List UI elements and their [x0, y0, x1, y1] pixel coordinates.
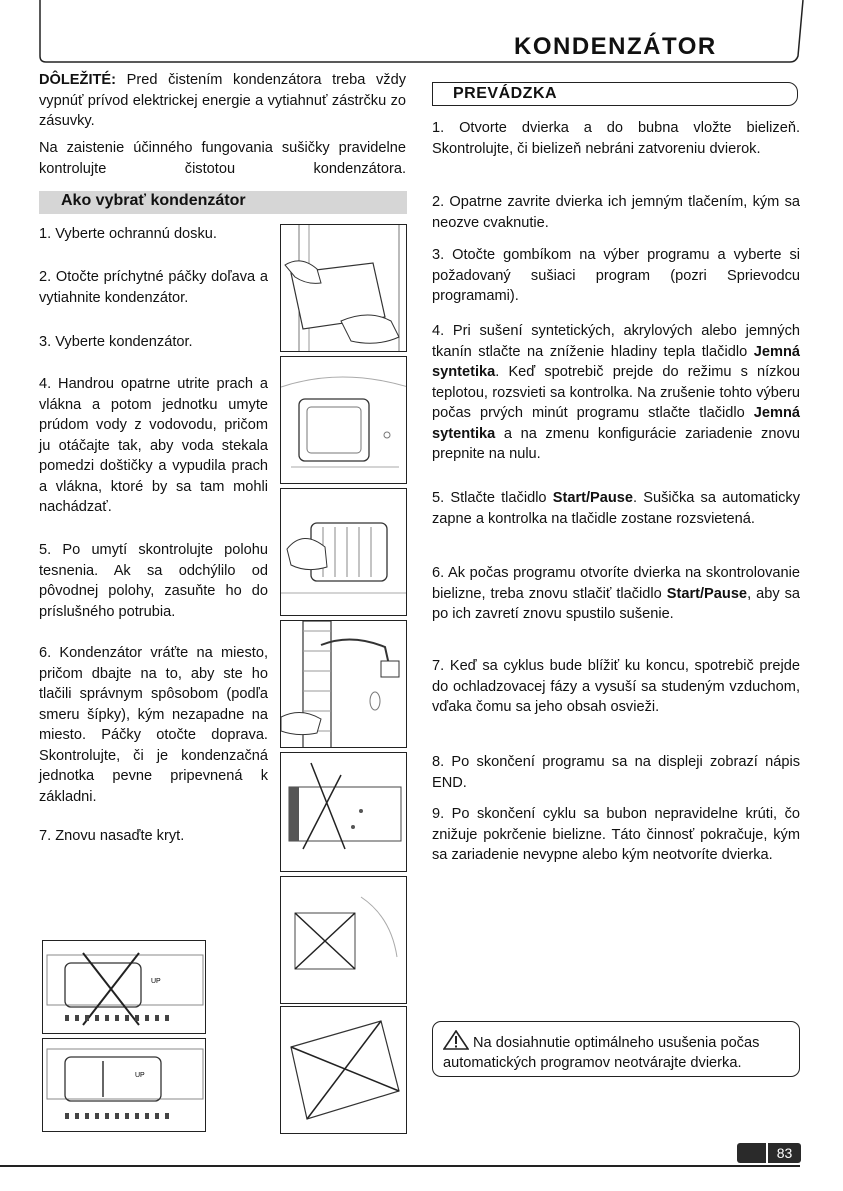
page-number: 83: [768, 1143, 801, 1163]
up-label-2: UP: [135, 1072, 145, 1079]
delicate-synthetics-label: Jemná syntetika: [432, 343, 800, 380]
start-pause-label: Start/Pause: [552, 490, 634, 506]
figure-washing-condenser: [280, 620, 407, 748]
start-pause-label-2: Start/Pause: [666, 585, 748, 602]
footer-line: [0, 1165, 800, 1167]
operation-step-3: 3. Otočte gombíkom na výber programu a vyberte si požadovaný sušiaci program (pozri Sprievodcu programami).: [432, 247, 800, 304]
note-box: [432, 1021, 800, 1077]
operation-step-1: 1. Otvorte dvierka a do bubna vložte bielizeň. Skontrolujte, či bielizeň nebráni zatvoreniu dvierok.: [432, 120, 800, 157]
figure-lever-wrong: [42, 940, 206, 1034]
operation-step-5: 5. Stlačte tlačidlo Start/Pause. Sušička sa automaticky zapne a kontrolka na tlačidle zostane rozsvietená.: [432, 490, 800, 527]
remove-step-2: 2. Otočte príchytné páčky doľava a vytiahnite kondenzátor.: [39, 269, 268, 306]
page-tab: [737, 1143, 766, 1163]
delicate-synthetics-label-2: Jemná sytentika: [432, 405, 800, 442]
important-notice: [39, 70, 406, 132]
remove-step-6: 6. Kondenzátor vráťte na miesto, pričom dbajte na to, aby ste ho tlačili správnym spôsobom (podľa smeru šípky), kým nezapadne na miesto. Páčky otočte doprava. Skontrolujte, či je kondenzačná jednotka pevne pripevnená k základni.: [39, 645, 268, 805]
figure-removing-panel: [280, 224, 407, 352]
operation-step-8: 8. Po skončení programu sa na displeji zobrazí nápis END.: [432, 754, 800, 791]
remove-step-1: 1. Vyberte ochrannú dosku.: [39, 226, 217, 242]
figure-cover: [280, 1006, 407, 1134]
operation-heading: PREVÁDZKA: [432, 82, 798, 106]
operation-step-7: 7. Keď sa cyklus bude blížiť ku koncu, spotrebič prejde do ochladzovacej fázy a vysuší sa studeným vzduchom, vďaka čomu sa jeho obsah osvieži.: [432, 658, 800, 715]
maintenance-tip: Na zaistenie účinného fungovania sušičky pravidelne kontrolujte čistotou kondenzátora.: [39, 140, 406, 177]
figure-levers: [280, 356, 407, 484]
remove-condenser-heading: Ako vybrať kondenzátor: [39, 191, 407, 214]
up-label-1: UP: [151, 978, 161, 985]
operation-step-6: 6. Ak počas programu otvoríte dvierka na skontrolovanie bielizne, treba znovu stlačiť tlačidlo Start/Pause, aby sa po ich zavretí znovu spustilo sušenie.: [432, 565, 800, 622]
figure-refit-condenser: [280, 876, 407, 1004]
remove-step-5: 5. Po umytí skontrolujte polohu tesnenia. Ak sa odchýlilo od pôvodnej polohy, zasuňte ho do príslušného potrubia.: [39, 542, 268, 620]
operation-step-2: 2. Opatrne zavrite dvierka ich jemným tlačením, kým sa neozve cvaknutie.: [432, 194, 800, 231]
important-label: DÔLEŽITÉ:: [39, 72, 117, 88]
warning-icon: [443, 1030, 469, 1050]
important-text: Pred čistením kondenzátora treba vždy vypnúť prívod elektrickej energie a vytiahnuť zástrčku zo zásuvky.: [39, 72, 406, 129]
figure-seal: [280, 752, 407, 872]
operation-step-4: 4. Pri sušení syntetických, akrylových alebo jemných tkanín stlačte na zníženie hladiny tepla tlačidlo Jemná syntetika. Keď spotrebič prejde do režimu s nízkou teplotou, rozsvieti sa kontrolka. Na zrušenie tohto výberu počas prvých minút programu stlačte tlačidlo Jemná sytentika a na zmenu konfigurácie zariadenie znovu prepnite na nulu.: [432, 323, 800, 462]
remove-step-3: 3. Vyberte kondenzátor.: [39, 334, 193, 350]
page-title: KONDENZÁTOR: [514, 33, 717, 60]
figure-pulling-condenser: [280, 488, 407, 616]
remove-step-4: 4. Handrou opatrne utrite prach a vlákna a potom jednotku umyte prúdom vody z vodovodu, pričom ju otáčajte tak, aby voda stekala pomedzi doštičky a vypudila prach a vlákna, ktoré by sa tam mohli nachádzať.: [39, 376, 268, 515]
figure-lever-correct: [42, 1038, 206, 1132]
remove-step-7: 7. Znovu nasaďte kryt.: [39, 828, 185, 844]
operation-step-9: 9. Po skončení cyklu sa bubon nepravidelne krúti, čo znižuje pokrčenie bielizne. Táto činnosť pokračuje, kým sa zariadenie nevypne alebo kým neotvoríte dvierka.: [432, 806, 800, 863]
note-text: Na dosiahnutie optimálneho usušenia počas automatických programov neotvárajte dvierka.: [443, 1035, 760, 1071]
